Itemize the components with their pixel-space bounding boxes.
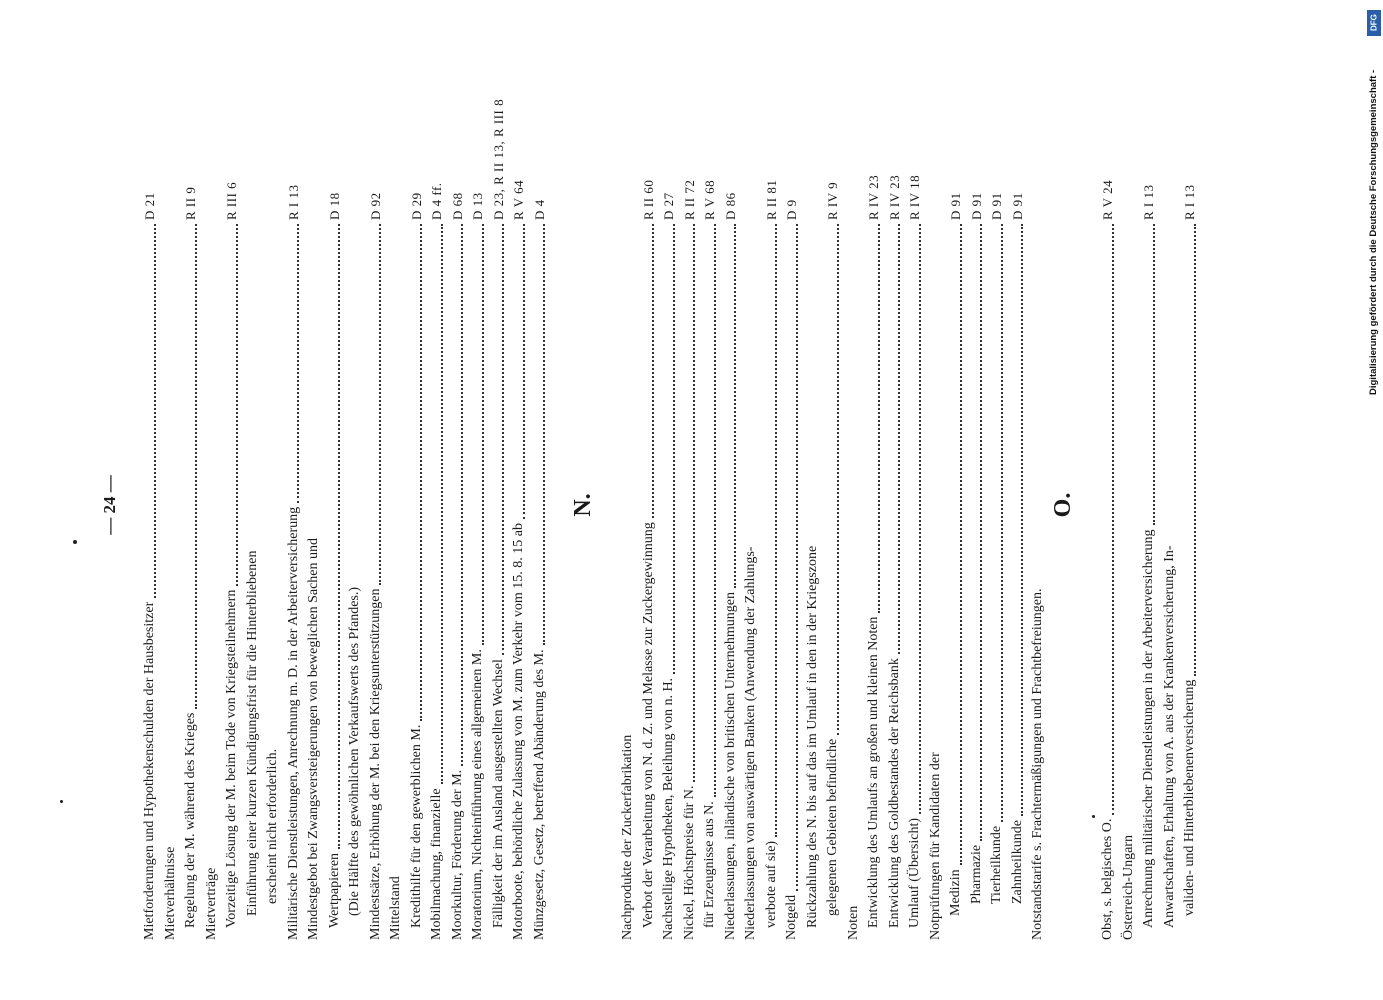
scan-speck <box>73 540 77 544</box>
index-entry <box>222 70 243 940</box>
dot-leader <box>960 224 962 865</box>
index-entry-label: Mindestsätze, Erhöhung der M. bei den Kriegsunterstützungen <box>367 588 383 940</box>
index-entry-reference: D 92 <box>367 192 383 220</box>
index-entry-reference: D 91 <box>968 192 984 220</box>
index-entry <box>618 70 639 940</box>
index-entry-reference: R II 60 <box>640 179 656 220</box>
index-entry-label: für Erzeugnisse aus N. <box>702 801 717 928</box>
index-entry <box>243 70 264 940</box>
index-entry <box>263 70 284 940</box>
index-entry-label: Regelung der M. während des Krieges <box>183 712 198 928</box>
index-entry <box>345 70 366 940</box>
dot-leader <box>898 224 900 654</box>
index-entry-reference: D 29 <box>408 192 424 220</box>
dot-leader <box>837 224 839 735</box>
dot-leader <box>1112 224 1114 815</box>
index-entry-label: Verbot der Verarbeitung von N. d. Z. und Melasse zur Zuckergewinnung <box>640 522 656 928</box>
scan-speck <box>60 800 63 803</box>
index-entry <box>161 70 182 940</box>
index-entry <box>366 70 387 940</box>
index-entry-reference: D 91 <box>948 192 963 220</box>
index-entry-label: Mietforderungen und Hypothekenschulden der Hausbesitzer <box>142 601 157 940</box>
dot-leader <box>338 224 340 849</box>
index-entry-label: Münzgesetz, Gesetz, betreffend Abänderung des M. <box>531 649 547 940</box>
dot-leader <box>523 224 525 519</box>
index-entry-label: Kredithilfe für den gewerblichen M. <box>408 724 424 928</box>
index-entry <box>1139 70 1160 940</box>
dot-leader <box>154 224 156 598</box>
dfg-logo: DFG <box>1367 10 1381 36</box>
index-entry-label: (Die Hälfte des gewöhnlichen Verkaufswerts des Pfandes.) <box>347 586 362 916</box>
index-entry <box>844 70 865 940</box>
dot-leader <box>980 224 982 841</box>
index-entry-label: Tierheilkunde <box>989 825 1004 904</box>
index-entry-label: Nachstellige Hypotheken, Beleihung von n. H. <box>661 677 676 940</box>
index-entry-reference: D 91 <box>1009 192 1025 220</box>
index-entry-label: Österreich-Ungarn <box>1120 835 1136 940</box>
index-section-n <box>618 70 1049 940</box>
index-entry <box>700 70 721 940</box>
index-entry <box>489 70 510 940</box>
index-entry-reference: R IV 23 <box>866 174 881 220</box>
index-entry-reference: R IV 23 <box>886 174 902 220</box>
index-entry <box>530 70 551 940</box>
index-entry-reference: R IV 9 <box>825 181 840 220</box>
index-entry-label: Fälligkeit der im Ausland ausgestellten Wechsel <box>490 659 506 928</box>
index-entry-reference: D 4 ff. <box>429 182 444 220</box>
index-entry-label: Mietverhältnisse <box>162 846 178 940</box>
dot-leader <box>1021 224 1023 816</box>
index-entry-label: validen- und Hinterbliebenenversicherung <box>1182 679 1197 916</box>
dot-leader <box>714 224 716 797</box>
index-entry-label: Mindestgebot bei Zwangsversteigerungen von beweglichen Sachen und <box>306 537 321 940</box>
index-entry-label: Anwartschaften, Erhaltung von A. aus der Krankenversicherung, In- <box>1161 545 1177 928</box>
index-entry-reference: R IV 18 <box>907 174 922 220</box>
index-entry-reference: R III 6 <box>224 181 239 220</box>
index-entry <box>823 70 844 940</box>
dot-leader <box>482 224 484 645</box>
dot-leader <box>379 224 381 585</box>
index-entry <box>1098 70 1119 940</box>
index-entry <box>181 70 202 940</box>
index-entry <box>202 70 223 940</box>
dot-leader <box>297 224 299 503</box>
index-entry <box>782 70 803 940</box>
digitization-credit: Digitalisierung gefördert durch die Deutsche Forschungsgemeinschaft - <box>1368 69 1379 395</box>
index-entry-reference: R I 13 <box>285 184 301 220</box>
index-entry <box>905 70 926 940</box>
dot-leader <box>919 224 921 814</box>
rotated-page <box>100 70 1197 940</box>
scan-speck <box>1092 815 1095 818</box>
index-entry-label: Pharmazie <box>968 844 984 904</box>
index-entry-label: Militärische Dienstleistungen, Anrechnung m. D. in der Arbeiterversicherung <box>285 506 301 940</box>
index-entry-label: Umlauf (Übersicht) <box>907 817 922 928</box>
index-entry <box>1119 70 1140 940</box>
index-entry-label: Obst, s. belgisches O. <box>1100 818 1115 940</box>
index-entry <box>427 70 448 940</box>
index-entry-reference: R II 9 <box>183 186 198 220</box>
dot-leader <box>734 224 736 588</box>
index-entry <box>803 70 824 940</box>
index-entry <box>987 70 1008 940</box>
index-entry-label: Nachprodukte der Zuckerfabrikation <box>620 734 635 940</box>
index-entry <box>284 70 305 940</box>
dot-leader <box>420 224 422 721</box>
index-entry-label: Einführung einer kurzen Kündigungsfrist für die Hinterbliebenen <box>244 550 260 916</box>
dot-leader <box>461 224 463 766</box>
dot-leader <box>796 224 798 891</box>
index-entry-reference: R V 68 <box>702 179 717 220</box>
index-entry-label: Niederlassungen, inländische von britischen Unternehmungen <box>722 592 738 940</box>
dot-leader <box>652 224 654 518</box>
index-entry-label: Mittelstand <box>388 876 403 940</box>
index-entry-reference: D 13 <box>470 192 485 220</box>
index-entry <box>448 70 469 940</box>
index-entry-label: Entwicklung des Goldbestandes der Reichsbank <box>886 658 902 928</box>
index-entry-label: Entwicklung des Umlaufs an großen und kleinen Noten <box>866 616 881 928</box>
dot-leader <box>543 224 545 645</box>
index-entry <box>967 70 988 940</box>
index-entry <box>304 70 325 940</box>
index-entry-label: Rückzahlung des N. bis auf das im Umlauf in den in der Kriegszone <box>804 545 820 928</box>
index-entry <box>1008 70 1029 940</box>
index-entry <box>386 70 407 940</box>
index-entry-label: Anrechnung militärischer Dienstleistungen in der Arbeiterversicherung <box>1141 529 1156 928</box>
index-entry <box>140 70 161 940</box>
index-entry-label: Moratorium, Nichteinführung eines allgemeinen M. <box>470 649 485 940</box>
page-number: — 24 — <box>100 475 119 535</box>
index-entry <box>1160 70 1181 940</box>
dot-leader <box>878 224 880 613</box>
index-entry <box>946 70 967 940</box>
dot-leader <box>502 224 504 655</box>
dot-leader <box>236 224 238 586</box>
index-entry-label: Noten <box>845 905 861 940</box>
index-entry-reference: R I 13 <box>1141 184 1156 220</box>
index-entry-label: Mobilmachung, finanzielle <box>429 788 444 940</box>
index-entry-label: erscheint nicht erforderlich. <box>265 748 280 904</box>
index-entry-reference: D 27 <box>661 192 676 220</box>
index-entry <box>325 70 346 940</box>
index-section-m <box>140 70 550 940</box>
dot-leader <box>1153 224 1155 526</box>
index-entry-reference: R II 72 <box>681 179 697 220</box>
index-entry <box>762 70 783 940</box>
section-heading-n: N. <box>570 493 596 517</box>
dot-leader <box>693 224 695 782</box>
index-entry-reference: R V 24 <box>1100 179 1115 220</box>
index-entry <box>1180 70 1201 940</box>
dot-leader <box>775 224 777 837</box>
index-entry-label: verbote auf sie) <box>763 840 779 928</box>
index-entry-reference: D 9 <box>784 199 799 220</box>
index-entry <box>468 70 489 940</box>
index-entry-reference: R V 64 <box>511 179 526 220</box>
index-entry <box>407 70 428 940</box>
index-entry <box>1028 70 1049 940</box>
index-entry-label: Vorzeitige Lösung der M. beim Tode von Kriegsteilnehmern <box>224 589 239 928</box>
index-entry-label: Notstandstarife s. Frachtermäßigungen und Frachtbefreiungen. <box>1030 588 1045 940</box>
index-entry <box>509 70 530 940</box>
index-entry <box>721 70 742 940</box>
index-entry-label: Zahnheilkunde <box>1009 820 1025 904</box>
index-entry-label: Nickel, Höchstpreise für N. <box>681 785 697 940</box>
dot-leader <box>1194 224 1196 676</box>
index-entry-reference: D 68 <box>449 192 465 220</box>
index-entry-label: Motorboote, behördliche Zulassung von M. zum Verkehr vom 15. 8. 15 ab <box>511 523 526 940</box>
section-heading-o: O. <box>1050 492 1076 518</box>
index-entry-label: Moorkultur, Förderung der M. <box>449 769 465 940</box>
index-entry <box>741 70 762 940</box>
index-entry-label: Mietverträge <box>203 867 219 940</box>
index-section-o <box>1098 70 1201 940</box>
index-entry-reference: R I 13 <box>1182 184 1197 220</box>
index-entry-label: Niederlassungen von auswärtigen Banken (Anwendung der Zahlungs- <box>743 546 758 940</box>
index-entry-label: Medizin <box>948 869 963 916</box>
index-entry-reference: D 18 <box>326 192 342 220</box>
dot-leader <box>441 224 443 784</box>
index-entry-label: gelegenen Gebieten befindliche <box>825 738 840 916</box>
dot-leader <box>195 224 197 709</box>
index-entry <box>885 70 906 940</box>
index-entry-reference: D 4 <box>531 199 547 220</box>
index-entry <box>926 70 947 940</box>
dot-leader <box>673 224 675 674</box>
dot-leader <box>1001 224 1003 822</box>
index-entry-reference: D 23, R II 13, R III 8 <box>490 98 506 220</box>
index-entry <box>639 70 660 940</box>
index-entry-label: Notgeld <box>784 894 799 940</box>
index-entry-reference: R II 81 <box>763 179 779 220</box>
index-entry-reference: D 86 <box>722 192 738 220</box>
index-entry <box>659 70 680 940</box>
index-entry-reference: D 91 <box>989 192 1004 220</box>
index-entry-label: Notprüfungen für Kandidaten der <box>927 752 943 940</box>
index-entry-reference: D 21 <box>142 192 157 220</box>
index-entry <box>864 70 885 940</box>
index-entry-label: Wertpapieren <box>326 852 342 928</box>
index-entry <box>680 70 701 940</box>
